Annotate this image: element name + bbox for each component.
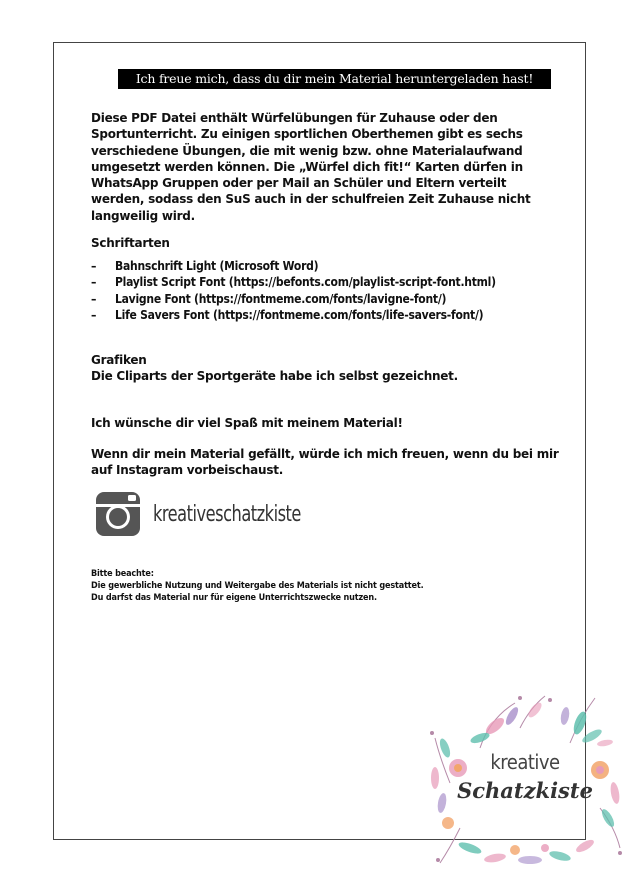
notice-block: [91, 568, 561, 604]
list-item: [91, 258, 561, 274]
font-list: [91, 258, 561, 323]
instagram-handle[interactable]: kreativeschatzkiste: [153, 501, 301, 527]
intro-paragraph: Diese PDF Datei enthält Würfelübungen für Zuhause oder den Sportunterricht. Zu einigen sportlichen Oberthemen gibt es sechs verschiedene Übungen, die mit wenig bzw. ohne Materialaufwand umgesetzt werden können. Die „Würfel dich fit!“ Karten dürfen in WhatsApp Gruppen oder per Mail an Schüler und Eltern verteilt werden, sodass den SuS auch in der schulfreien Zeit Zuhause nicht langweilig wird.: [91, 111, 531, 223]
font-item-text: Lavigne Font (https://fontmeme.com/fonts/lavigne-font/): [115, 291, 447, 306]
instagram-invite-text: Wenn dir mein Material gefällt, würde ich mich freuen, wenn du bei mir auf Instagram vorbeischaust.: [91, 447, 559, 478]
list-item: [91, 307, 561, 323]
page-heading: Ich freue mich, dass du dir mein Material heruntergeladen hast!: [118, 69, 551, 89]
notice-line-2: Du darfst das Material nur für eigene Unterrichtszwecke nutzen.: [91, 593, 377, 603]
instagram-camera-icon: [95, 491, 141, 537]
logo-text-line-2: Schatzkiste: [457, 778, 593, 803]
list-item: [91, 291, 561, 307]
list-dash: –: [91, 259, 97, 273]
logo-text-line-1: kreative: [490, 750, 560, 774]
list-item: [91, 274, 561, 290]
list-dash: –: [91, 291, 97, 306]
font-item-text: Playlist Script Font (https://befonts.com/playlist-script-font.html): [115, 275, 496, 290]
grafiken-section-title: Grafiken: [91, 353, 147, 367]
list-dash: –: [91, 307, 97, 322]
instagram-link[interactable]: [95, 491, 333, 537]
notice-line-1: Die gewerbliche Nutzung und Weitergabe des Materials ist nicht gestattet.: [91, 581, 424, 591]
fonts-section-title: Schriftarten: [91, 236, 170, 250]
font-item-text: Life Savers Font (https://fontmeme.com/fonts/life-savers-font/): [115, 307, 484, 322]
grafiken-text: Die Cliparts der Sportgeräte habe ich selbst gezeichnet.: [91, 369, 458, 383]
list-dash: –: [91, 275, 97, 290]
brand-logo: [420, 688, 630, 873]
notice-title: Bitte beachte:: [91, 569, 154, 579]
wish-text: Ich wünsche dir viel Spaß mit meinem Material!: [91, 416, 403, 430]
font-item-text: Bahnschrift Light (Microsoft Word): [115, 259, 319, 273]
